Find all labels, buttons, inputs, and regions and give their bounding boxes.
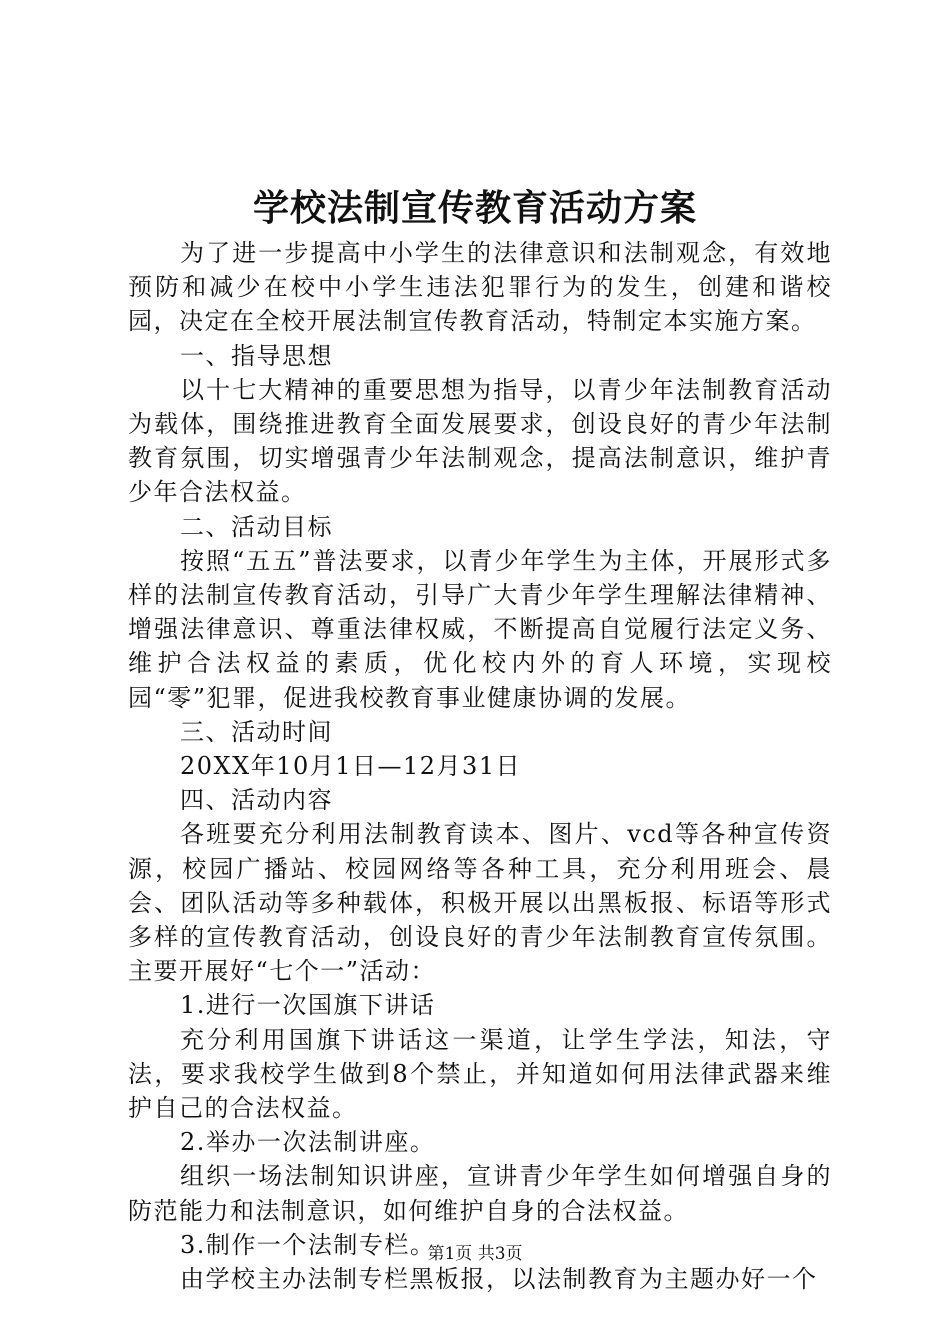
activity-content-paragraph: 各班要充分利用法制教育读本、图片、vcd等各种宣传资源，校园广播站、校园网络等各种工具，充分利用班会、晨会、团队活动等多种载体，积极开展以出黑板报、标语等形式多样的宣传教育活动，创设良好的青少年法制教育宣传氛围。主要开展好“七个一”活动： bbox=[128, 820, 832, 986]
section-heading-guiding-ideology: 一、指导思想 bbox=[180, 341, 333, 370]
page-footer: 第1页 共3页 bbox=[427, 1244, 523, 1264]
section-heading-activity-goals: 二、活动目标 bbox=[180, 512, 333, 541]
section-heading-activity-content: 四、活动内容 bbox=[180, 786, 333, 815]
item-heading-legal-lecture: 2.举办一次法制讲座。 bbox=[180, 1128, 436, 1157]
guiding-ideology-paragraph: 以十七大精神的重要思想为指导，以青少年法制教育活动为载体，围绕推进教育全面发展要求，创设良好的青少年法制教育氛围，切实增强青少年法制观念，提高法制意识，维护青少年合法权益。 bbox=[128, 375, 832, 507]
section-heading-activity-time: 三、活动时间 bbox=[180, 717, 333, 746]
intro-paragraph: 为了进一步提高中小学生的法律意识和法制观念，有效地预防和减少在校中小学生违法犯罪行为的发生，创建和谐校园，决定在全校开展法制宣传教育活动，特制定本实施方案。 bbox=[128, 239, 832, 336]
document-body bbox=[128, 236, 832, 1296]
activity-goals-paragraph: 按照“五五”普法要求，以青少年学生为主体，开展形式多样的法制宣传教育活动，引导广大青少年学生理解法律精神、增强法律意识、尊重法律权威，不断提高自觉履行法定义务、维护合法权益的素质，优化校内外的育人环境，实现校园“零”犯罪，促进我校教育事业健康协调的发展。 bbox=[128, 546, 832, 712]
item-heading-flag-speech: 1.进行一次国旗下讲话 bbox=[180, 991, 436, 1020]
item-heading-legal-column: 3.制作一个法制专栏。 bbox=[180, 1230, 436, 1259]
flag-speech-paragraph: 充分利用国旗下讲话这一渠道，让学生学法，知法，守法，要求我校学生做到8个禁止，并知道如何用法律武器来维护自己的合法权益。 bbox=[128, 1025, 832, 1123]
activity-time-paragraph: 20XX年10月1日—12月31日 bbox=[180, 752, 522, 781]
document-title: 学校法制宣传教育活动方案 bbox=[252, 187, 697, 229]
legal-column-paragraph: 由学校主办法制专栏黑板报，以法制教育为主题办好一个 bbox=[180, 1265, 818, 1294]
legal-lecture-paragraph: 组织一场法制知识讲座，宣讲青少年学生如何增强自身的防范能力和法制意识，如何维护自身的合法权益。 bbox=[128, 1162, 832, 1225]
